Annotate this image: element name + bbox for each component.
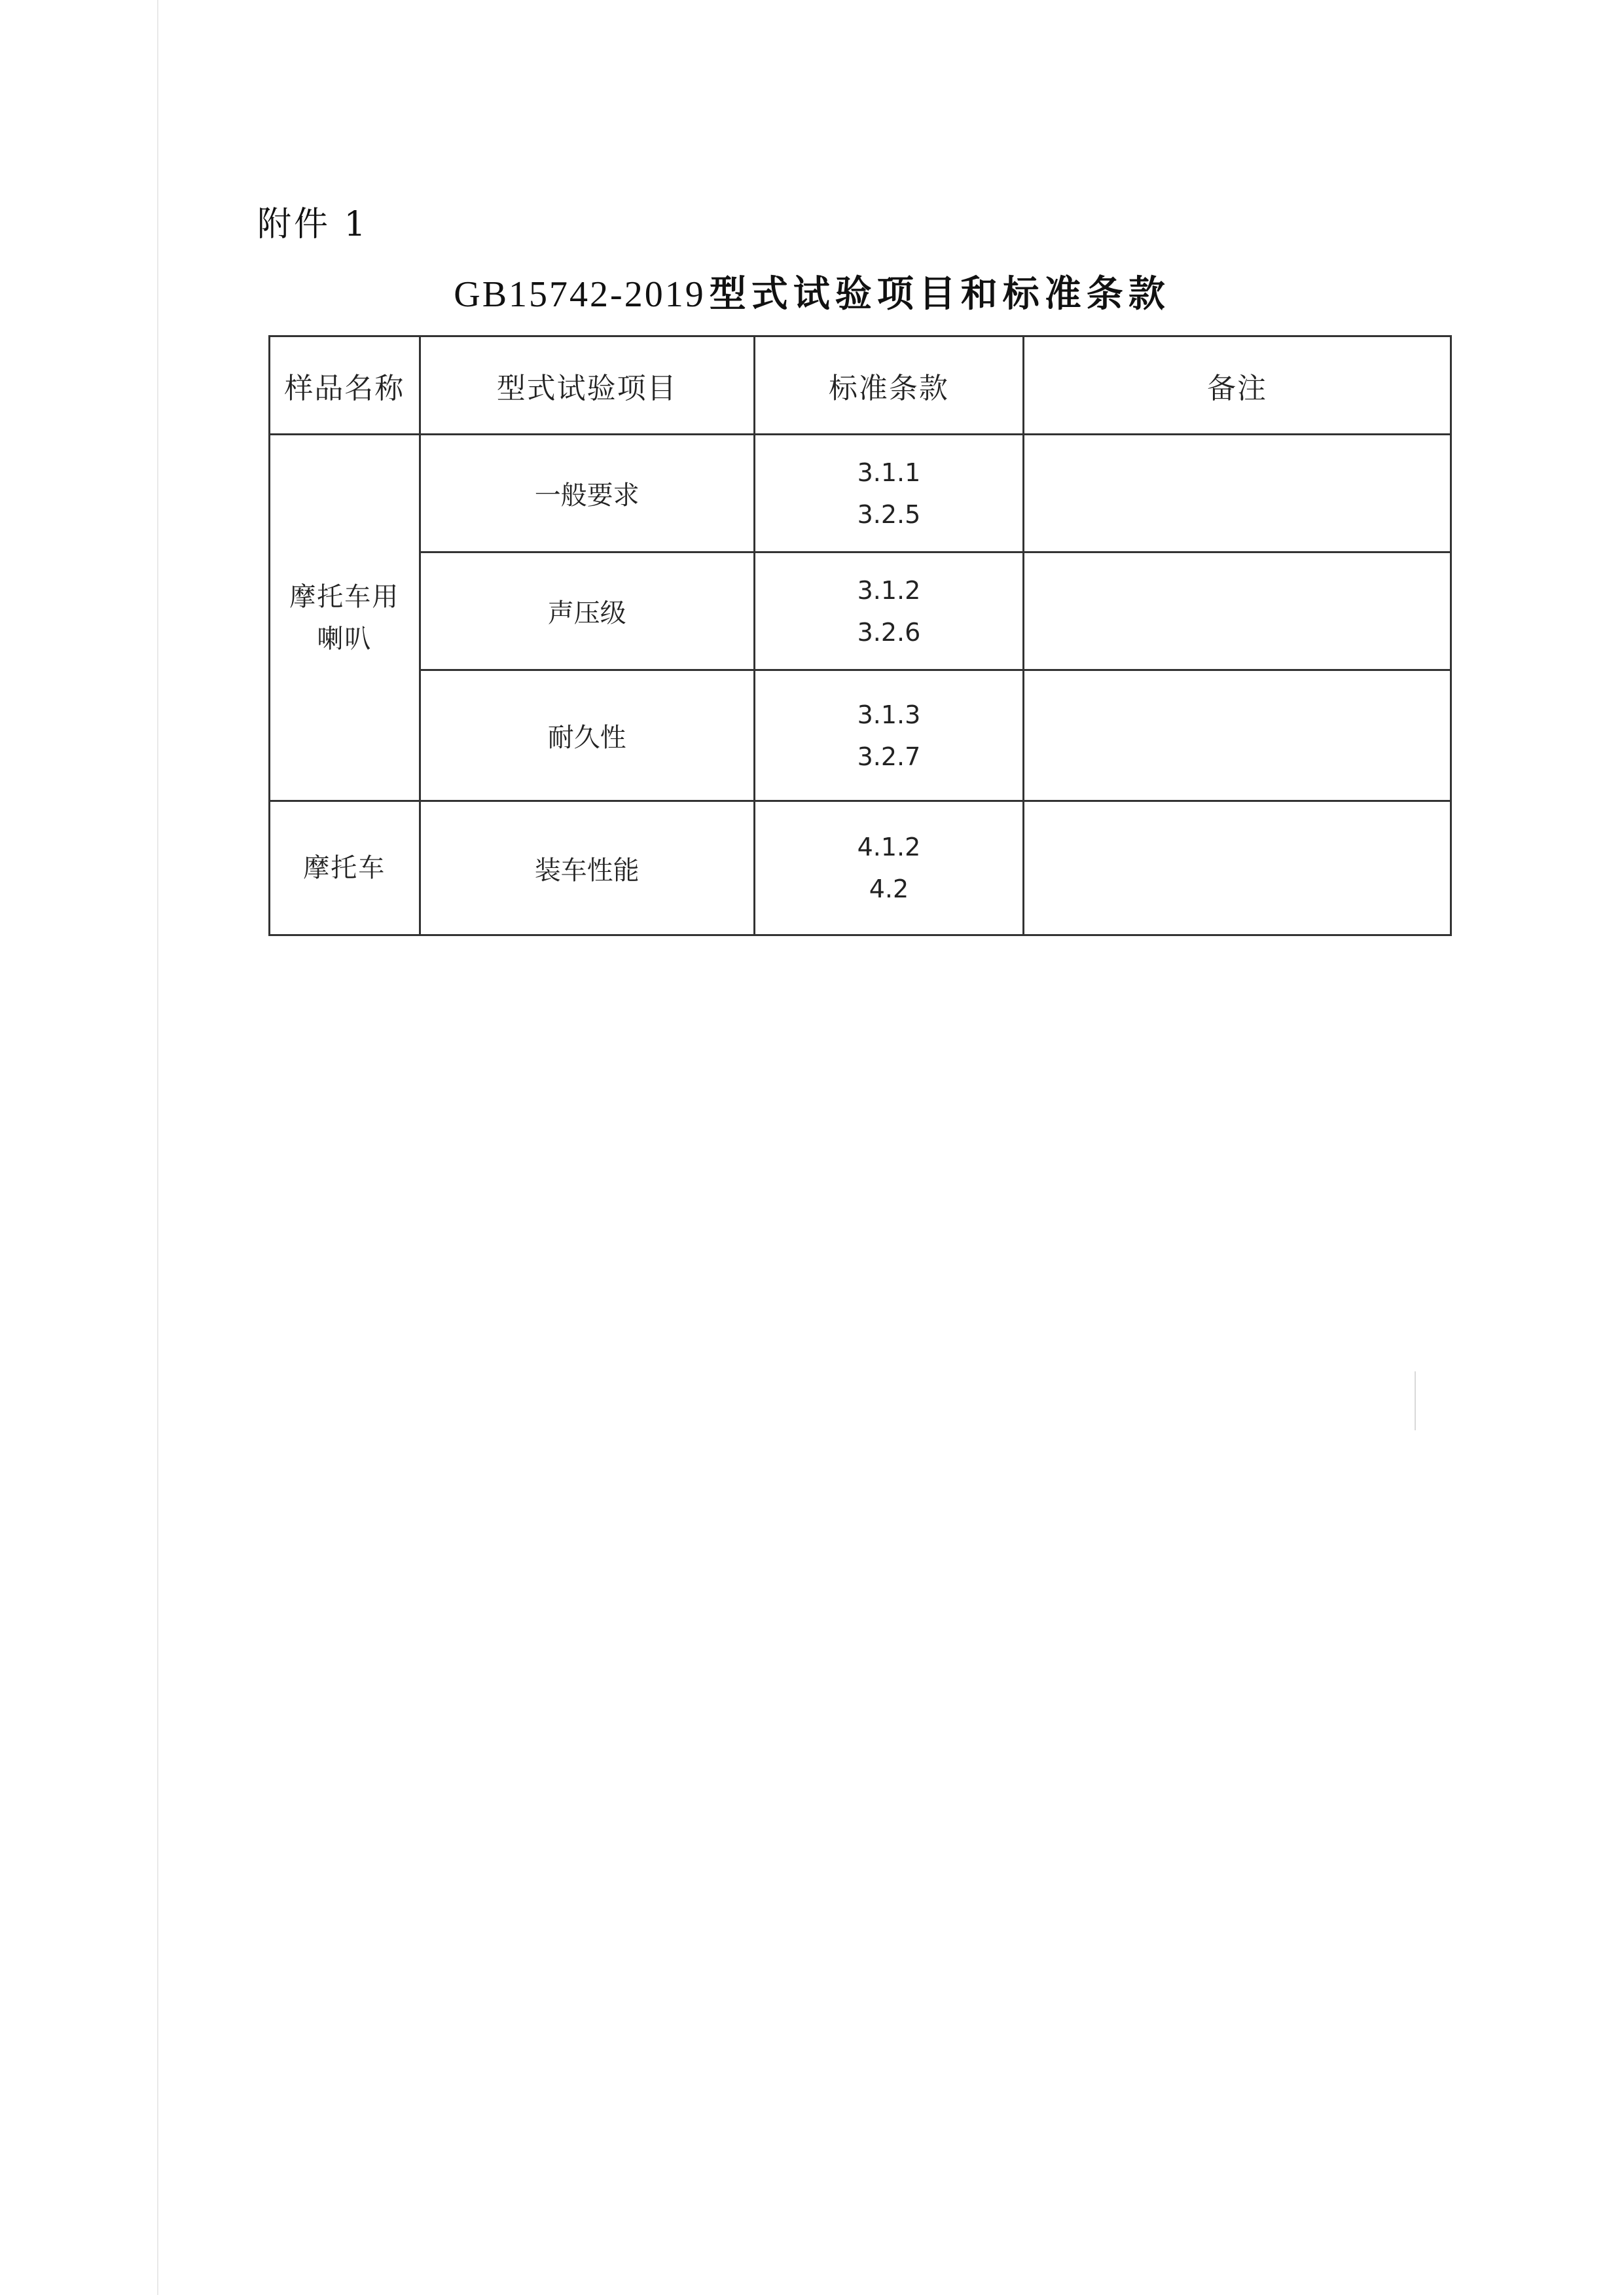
clause-value: 4.1.2 bbox=[857, 833, 921, 861]
clause-value: 4.2 bbox=[869, 875, 909, 903]
table-header-row bbox=[270, 336, 1451, 435]
remark-cell bbox=[1024, 801, 1451, 935]
sample-name-cell bbox=[270, 435, 420, 801]
header-sample-name: 样品名称 bbox=[270, 336, 420, 435]
title-text: 型式试验项目和标准条款 bbox=[709, 273, 1170, 316]
scan-mark bbox=[1415, 1371, 1416, 1430]
test-items-table bbox=[268, 335, 1452, 936]
test-item-cell: 声压级 bbox=[420, 552, 754, 670]
clause-value: 3.2.5 bbox=[857, 499, 921, 529]
test-item-cell: 一般要求 bbox=[420, 435, 754, 552]
test-item-cell: 装车性能 bbox=[420, 801, 754, 935]
header-standard-clause: 标准条款 bbox=[754, 336, 1023, 435]
remark-cell bbox=[1024, 670, 1451, 801]
standard-clause-cell bbox=[754, 670, 1023, 801]
remark-cell bbox=[1024, 552, 1451, 670]
remark-cell bbox=[1024, 435, 1451, 552]
table-row bbox=[270, 435, 1451, 552]
attachment-label: 附件 1 bbox=[257, 205, 369, 244]
sample-name-line: 喇叭 bbox=[317, 623, 372, 654]
clause-value: 3.2.7 bbox=[857, 742, 921, 771]
sample-name-line: 摩托车 bbox=[303, 853, 386, 883]
clause-value: 3.1.2 bbox=[857, 575, 921, 605]
sample-name-line: 摩托车用 bbox=[289, 581, 400, 612]
document-title bbox=[0, 265, 1624, 317]
clause-value: 3.1.3 bbox=[857, 700, 921, 729]
header-test-item: 型式试验项目 bbox=[420, 336, 754, 435]
table-row bbox=[270, 670, 1451, 801]
standard-clause-cell bbox=[754, 552, 1023, 670]
clause-value: 3.1.1 bbox=[857, 458, 921, 487]
test-item-cell: 耐久性 bbox=[420, 670, 754, 801]
table-row bbox=[270, 552, 1451, 670]
scan-edge-line bbox=[157, 0, 158, 2295]
header-remark: 备注 bbox=[1024, 336, 1451, 435]
sample-name-cell bbox=[270, 801, 420, 935]
table-row bbox=[270, 801, 1451, 935]
clause-value: 3.2.6 bbox=[857, 617, 921, 647]
standard-clause-cell bbox=[754, 435, 1023, 552]
title-standard-code: GB15742-2019 bbox=[454, 274, 706, 315]
standard-clause-cell bbox=[754, 801, 1023, 935]
